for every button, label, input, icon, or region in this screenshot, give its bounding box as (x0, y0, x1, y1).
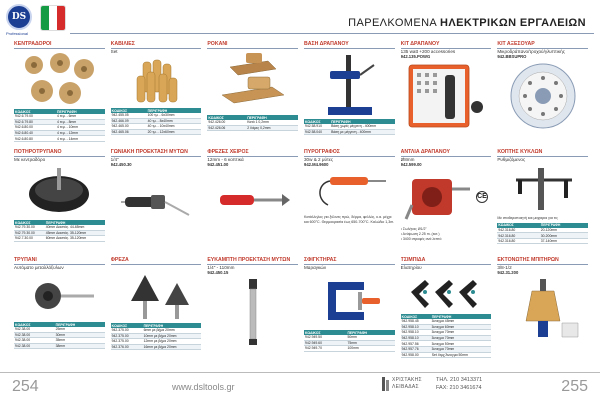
table-row: 942.79.30.00 40mm Διαστάς. 44-65mm (14, 225, 105, 230)
product-subtitle: Ρυθμιζόμενος (497, 157, 526, 162)
product-image (304, 272, 395, 328)
product-subtitle: Αυτόματο μεταλλόξυλων (14, 265, 64, 270)
product-code: 942.450.30 (110, 162, 132, 167)
brand-logo-sub: Professional (6, 31, 29, 36)
table-row: 942.79.30.00 45mm Διαστάς. 35-120mm (14, 230, 105, 236)
product-title: ΚΙΤ ΑΞΕΣΟΥΑΡ (497, 41, 588, 49)
product-title: ΤΣΙΜΠΙΔΑ (401, 257, 492, 265)
product-image (14, 164, 105, 218)
table-row: 942.58.040 Βάση με μέγγενη - 400mm (304, 129, 395, 135)
table-row: 942.958.10 Άνοιγμα 70mm (401, 335, 492, 341)
product-kavilies (111, 41, 202, 143)
product-subtitle: Ελατηρίου (400, 265, 422, 270)
product-subtitle: Set (110, 49, 118, 54)
phone-number: ΤΗΛ. 210 3413371 (436, 377, 483, 383)
table-row: 942.375.00 10mm με βήμα 20mm (111, 333, 202, 339)
table-row: 942.38.00 25mm (14, 327, 105, 332)
table-row: 942.6.79.80 4 τεμ. - 8mm (14, 119, 105, 125)
product-title: ΦΡΕΖΕΣ ΧΕΙΡΟΣ (207, 149, 298, 157)
table-row: 942.958.10 Άνοιγμα 70mm (401, 330, 492, 336)
product-title: ΚΟΠΤΗΣ ΚΥΚΛΩΝ (497, 149, 588, 157)
table-row: 942.38.00 38mm (14, 343, 105, 349)
product-frezes-xeiros (207, 149, 298, 251)
table-row: 942.426.00 Κατά 1 0,2mm (207, 120, 298, 125)
product-image (207, 277, 298, 347)
table-row: 942.958.00 Set 4τμχ Άνοιγμα 50mm (401, 352, 492, 358)
product-subtitle: 1/4" - 110mm (207, 265, 235, 270)
company-name-line2: ΛΕΙΒΑΔΑΣ (392, 383, 419, 390)
table-row: 942.376.00 16mm με βήμα 20mm (111, 344, 202, 350)
product-title: ΕΥΚΑΜΠΤΗ ΠΡΟΕΚΤΑΣΗ ΜΥΤΩΝ (207, 257, 298, 265)
page-title (348, 17, 586, 29)
product-code: 942.599.00 (400, 162, 422, 167)
product-freza (111, 257, 202, 359)
product-ektonotis-mpitiron (497, 257, 588, 359)
product-code: 942.451.00 (207, 162, 229, 167)
product-table: ΚΩΔΙΚΟΣ ΠΕΡΙΓΡΑΦΗ 942.426.00 Κατά 1 0,2mm 942.426.06 2 Λάμες 0,2mm (207, 115, 298, 131)
website-link[interactable]: www.dsltools.gr (172, 382, 235, 392)
table-row: 942.7.30.00 60mm Διαστάς. 35-120mm (14, 236, 105, 242)
product-image (111, 267, 202, 321)
list-item: • Ανύψωση 2.25 m. (εκτ.) (400, 231, 440, 236)
table-row: 942.958.10 Άνοιγμα 60mm (401, 324, 492, 330)
product-title: ΠΥΡΟΓΡΑΦΟΣ (304, 149, 395, 157)
product-image (207, 51, 298, 113)
product-subtitle: Ø8mm (400, 157, 415, 162)
table-row: 942.455.05 100 τμ. - 6x30mm (111, 113, 202, 118)
product-image (497, 277, 588, 343)
product-title: ΦΡΕΖΑ (111, 257, 202, 265)
brand-logo: DS (6, 4, 32, 30)
fax-number: FAX: 210 3461674 (436, 384, 482, 391)
product-subtitle: 3/8-1/2 (497, 265, 512, 270)
product-image (14, 51, 105, 107)
product-note: Με σταθεροποιητή και μαχαιρια για τις (497, 216, 558, 220)
product-table: ΚΩΔΙΚΟΣ ΠΕΡΙΓΡΑΦΗ 942.958.45 Άνοιγμα 45mm 942.958.10 Άνοιγμα 60mm 942.958.10 Άνοιγμα 70mm 942.958.10 Άνοιγμα 70mm 942.957.56 Άνοιγμα 50mm 942.957.76 Άνοιγμα 70mm 942.958.00 Set 4τμχ Άνοιγμα 50mm (401, 314, 492, 358)
product-rokani (207, 41, 298, 143)
product-table: ΚΩΔΙΚΟΣ ΠΕΡΙΓΡΑΦΗ 942.6.79.00 4 τεμ. - 6mm 942.6.79.80 4 τεμ. - 8mm 942.6.80.00 4 τεμ. - 10mm 942.6.80.40 4 τεμ. - 12mm 942.6.80.80 4 τεμ. - 14mm (14, 109, 105, 142)
product-table: ΚΩΔΙΚΟΣ ΠΕΡΙΓΡΑΦΗ 942.58.910 Βάση χωρίς μέγγενη - 400mm 942.58.040 Βάση με μέγγενη - 400mm (304, 119, 395, 135)
product-code: 942.BBSUPRO (497, 54, 527, 59)
product-title: ΕΚΤΟΝΩΤΗΣ ΜΠΙΤΗΡΩΝ (497, 257, 588, 265)
product-title: ΡΟΚΑΝΙ (207, 41, 298, 49)
page-number-right: 255 (561, 378, 588, 395)
product-table: ΚΩΔΙΚΟΣ ΠΕΡΙΓΡΑΦΗ 942.79.30.00 40mm Διαστάς. 44-65mm 942.79.30.00 45mm Διαστάς. 35-120mm 942.7.30.00 60mm Διαστάς. 35-120mm (14, 220, 105, 242)
product-code: 942.31.200 (497, 270, 519, 275)
product-goniaki-proektasi (111, 149, 202, 251)
product-title: ΣΦΙΓΚΤΗΡΑΣ (304, 257, 395, 265)
table-row: 942.466.09 40 τμ. - 8x40mm (111, 118, 202, 124)
table-row: 942.6.80.40 4 τεμ. - 12mm (14, 130, 105, 136)
table-row: 942.316.80 30-200mm (497, 233, 588, 239)
product-koptis-kyklon (497, 149, 588, 251)
product-pyrografos (304, 149, 395, 251)
product-grid (14, 41, 588, 359)
table-row: 942.38.00 35mm (14, 338, 105, 344)
company-name-line1: ΧΡΙΣΤΑΚΗΣ (392, 377, 422, 383)
product-table: ΚΩΔΙΚΟΣ ΠΕΡΙΓΡΑΦΗ 942.316.80 20-120mm 942.316.80 30-200mm 942.316.80 37-140mm (497, 223, 588, 245)
product-image (497, 61, 588, 131)
table-row: 942.58.910 Βάση χωρίς μέγγενη - 400mm (304, 124, 395, 129)
product-subtitle: 135 watt +200 accessories (400, 49, 456, 54)
table-row: 942.38.00 30mm (14, 332, 105, 338)
product-potirotrypano (14, 149, 105, 251)
product-code: 942.135.POWG (400, 54, 431, 59)
table-row: 942.958.45 Άνοιγμα 45mm (401, 319, 492, 324)
table-row: 942.6.80.00 4 τεμ. - 10mm (14, 125, 105, 131)
product-subtitle: Με κεντραδόρο (14, 157, 46, 162)
product-table: ΚΩΔΙΚΟΣ ΠΕΡΙΓΡΑΦΗ 942.375.00 6mm με βήμα 20mm 942.375.00 10mm με βήμα 20mm 942.375.00 12mm με βήμα 20mm 942.376.00 16mm με βήμα 20mm (111, 323, 202, 350)
product-image (14, 272, 105, 320)
table-row: 942.957.56 Άνοιγμα 50mm (401, 341, 492, 347)
product-title: ΚΙΤ ΔΡΑΠΑΝΟΥ (401, 41, 492, 49)
product-kit-aksesouar (497, 41, 588, 143)
table-row: 942.316.80 37-140mm (497, 238, 588, 244)
product-code: 942.450.15 (207, 270, 229, 275)
contact-info (436, 377, 482, 392)
product-table: ΚΩΔΙΚΟΣ ΠΕΡΙΓΡΑΦΗ 942.949.50 50mm 942.949.60 75mm 942.949.70 100mm (304, 330, 395, 352)
page-number-left: 254 (12, 378, 39, 395)
product-table: ΚΩΔΙΚΟΣ ΠΕΡΙΓΡΑΦΗ 942.455.05 100 τμ. - 6x30mm 942.466.09 40 τμ. - 8x40mm 942.465.00 40 τμ. - 10x40mm 942.465.06 20 τμ. - 12x60mm (111, 108, 202, 135)
product-bullets (401, 227, 492, 242)
product-image (304, 51, 395, 117)
table-row: 942.957.76 Άνοιγμα 70mm (401, 346, 492, 352)
list-item: • Σωλήνας Ø1/2" (400, 227, 427, 231)
product-title: ΠΟΤΗΡΟΤΡΥΠΑΝΟ (14, 149, 105, 157)
product-subtitle: 30w & 2 μύτες (303, 157, 334, 162)
footer-divider (0, 372, 600, 373)
product-image (401, 61, 492, 131)
table-row: 942.949.50 50mm (304, 335, 395, 340)
table-row: 942.465.00 40 τμ. - 10x40mm (111, 124, 202, 130)
page-title-bold: ΗΛΕΚΤΡΙΚΩΝ ΕΡΓΑΛΕΙΩΝ (440, 17, 586, 29)
page-footer (0, 372, 600, 414)
table-row: 942.375.00 12mm με βήμα 20mm (111, 339, 202, 345)
table-row: 942.949.70 100mm (304, 346, 395, 352)
table-row: 942.949.60 75mm (304, 340, 395, 346)
table-row: 942.426.06 2 Λάμες 0,2mm (207, 125, 298, 131)
table-row: 942.6.79.00 4 τεμ. - 6mm (14, 114, 105, 119)
product-vasi-drapanou (304, 41, 395, 143)
product-image (304, 169, 395, 213)
product-image (111, 169, 202, 229)
page-title-light: ΠΑΡΕΛΚΟΜΕΝΑ (348, 17, 437, 29)
product-table: ΚΩΔΙΚΟΣ ΠΕΡΙΓΡΑΦΗ 942.38.00 25mm 942.38.00 30mm 942.38.00 35mm 942.38.00 38mm (14, 322, 105, 349)
company-name (392, 377, 422, 390)
product-tsimpida (401, 257, 492, 359)
product-efkampti-proektasi (207, 257, 298, 359)
table-row: 942.6.80.80 4 τεμ. - 14mm (14, 136, 105, 142)
product-title: ΤΡΥΠΑΝΙ (14, 257, 105, 265)
table-row: 942.316.80 20-120mm (497, 228, 588, 233)
product-title: ΚΕΝΤΡΑΔΟΡΟΙ (14, 41, 105, 49)
product-subtitle: 1/4" (110, 157, 119, 162)
ce-mark-icon: CE (476, 191, 488, 203)
product-title: ΚΑΒΙΛΙΕΣ (111, 41, 202, 49)
product-code: 942.M4.9600 (303, 162, 329, 167)
product-subtitle: 12mm - 6 κοπτικά (207, 157, 244, 162)
product-image (111, 56, 202, 106)
product-subtitle: Μαραγκών (303, 265, 327, 270)
title-divider (70, 33, 594, 34)
product-sfigktiras (304, 257, 395, 359)
table-row: 942.465.06 20 τμ. - 12x60mm (111, 129, 202, 135)
product-title: ΒΑΣΗ ΔΡΑΠΑΝΟΥ (304, 41, 395, 49)
product-trypani (14, 257, 105, 359)
product-antlia-drapanou (401, 149, 492, 251)
product-title: ΑΝΤΛΙΑ ΔΡΑΠΑΝΟΥ (401, 149, 492, 157)
italy-flag-icon (40, 5, 66, 31)
product-image (207, 169, 298, 229)
product-image (497, 164, 588, 214)
product-kentradoroi (14, 41, 105, 143)
product-image (401, 272, 492, 312)
product-description: Κατάλληλος για ξύλινες πρώ, δέρμα, φελλός, κ.α. μέχρι και 600°C. Θερμοκρασία έως 650-700°C. Καλώδιο 1,3m. (303, 215, 395, 224)
product-subtitle: Μικροδράπανο/τροχού/γλυπτικής (497, 49, 565, 54)
page-header (0, 0, 600, 40)
product-image (401, 169, 492, 225)
table-row: 942.375.00 6mm με βήμα 20mm (111, 328, 202, 333)
company-logo-icon (382, 377, 390, 391)
product-title: ΓΩΝΙΑΚΗ ΠΡΟΕΚΤΑΣΗ ΜΥΤΩΝ (111, 149, 202, 157)
product-kit-drapanou (401, 41, 492, 143)
list-item: • 3400 στροφές ανά λεπτό (400, 236, 442, 241)
